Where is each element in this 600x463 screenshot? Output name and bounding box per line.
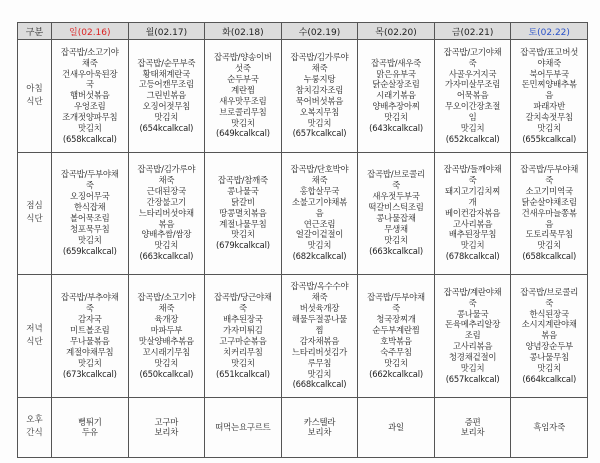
- menu-item: 잡곡밥/두부야채: [367, 292, 425, 303]
- menu-item: 배추된장무침: [448, 229, 497, 240]
- menu-item: 꼬시래기무침: [142, 346, 191, 357]
- meal-cell: [128, 397, 205, 457]
- menu-item: 조림: [464, 330, 481, 341]
- menu-item: (658kcalkcal): [522, 251, 577, 262]
- meal-cell: [205, 152, 282, 274]
- menu-item: 계란찜: [231, 84, 255, 95]
- menu-item: 황태채계란국: [142, 68, 191, 79]
- menu-item: 맛김치: [384, 112, 408, 123]
- menu-item: 무생채: [384, 224, 408, 235]
- menu-item: 파래자반: [533, 101, 565, 112]
- header-day: 일(02.16): [52, 23, 129, 40]
- menu-item: 고구마: [154, 416, 179, 427]
- menu-item: (649kcalkcal): [216, 128, 270, 139]
- menu-item: 가자미튀김: [223, 324, 263, 335]
- row-label-line: 점심: [26, 201, 43, 212]
- meal-row: [18, 274, 588, 397]
- menu-item: 무나물볶음: [70, 335, 110, 346]
- menu-item: 맛김치: [77, 123, 102, 134]
- menu-item: 간장불고기: [146, 196, 187, 207]
- menu-item: 미트볼조림: [70, 324, 110, 335]
- row-label: [18, 40, 52, 153]
- meal-cell: [52, 397, 129, 457]
- menu-item: 채죽: [81, 57, 98, 68]
- menu-item: 음: [315, 207, 324, 218]
- menu-item: 흑임자죽: [533, 422, 565, 433]
- menu-item: 맛김치: [154, 112, 179, 123]
- meal-cell: [358, 40, 435, 153]
- menu-item: 맛김치: [307, 117, 332, 128]
- menu-item: 잡곡밥/김가루야: [290, 52, 349, 63]
- menu-item: 맛김치: [231, 117, 255, 128]
- menu-item: 햄버섯볶음: [70, 90, 110, 101]
- menu-item: 볼어묵조림: [70, 213, 110, 224]
- menu-item: 보리차: [307, 427, 332, 438]
- menu-item: (657kcalkcal): [292, 128, 347, 139]
- menu-item: 한식된장국: [529, 308, 569, 319]
- menu-item: 도토리묵무침: [525, 229, 573, 240]
- menu-item: 맛김치: [384, 234, 408, 245]
- menu-item: 채죽: [311, 63, 328, 74]
- menu-item: 죽: [238, 303, 247, 314]
- menu-item: 해물두절콩나물: [291, 314, 348, 325]
- weekly-meal-table: [17, 22, 588, 458]
- menu-item: 어묵볶음: [456, 90, 489, 101]
- menu-item: 청경채겉절이: [448, 352, 497, 363]
- meal-cell: [511, 40, 588, 153]
- header-corner: 구분: [18, 23, 52, 40]
- menu-item: 떡갈비스틱조림: [368, 202, 424, 213]
- meal-cell: [511, 397, 588, 457]
- menu-item: 콩나물국: [456, 308, 489, 319]
- menu-item: 맛김치: [460, 240, 485, 251]
- menu-item: (663kcalkcal): [369, 245, 423, 256]
- meal-cell: [434, 152, 511, 274]
- menu-item: 묵어버섯볶음: [295, 95, 344, 106]
- menu-item: 맛김치: [231, 357, 255, 368]
- menu-item: 순두부계란찜: [372, 324, 420, 335]
- menu-item: 얼갈이겉절이: [295, 229, 344, 240]
- meal-cell: [128, 40, 205, 153]
- menu-item: 청포묵무침: [70, 224, 110, 235]
- menu-item: 배추된장국: [223, 314, 263, 325]
- menu-item: 야채죽: [537, 57, 562, 68]
- menu-item: 잡곡밥/옥수수야: [290, 281, 349, 292]
- menu-item: 느타리버섯김가: [291, 346, 348, 357]
- meal-cell: [358, 152, 435, 274]
- menu-item: 잡곡밥/새우죽: [371, 57, 422, 68]
- menu-item: 양배추장아찌: [372, 101, 420, 112]
- menu-item: 연근조림: [303, 218, 336, 229]
- menu-item: 우엉조림: [74, 101, 106, 112]
- menu-item: 홍합살무국: [299, 185, 340, 196]
- menu-item: 음: [545, 90, 554, 101]
- menu-item: 죽: [392, 180, 400, 191]
- table-body: [18, 40, 588, 458]
- menu-item: (659kcalkcal): [62, 245, 117, 256]
- menu-item: 양념장순두부: [525, 341, 573, 352]
- menu-item: 한식잡채: [74, 202, 106, 213]
- menu-item: 순두부국: [227, 73, 259, 84]
- menu-item: 증편: [464, 416, 481, 427]
- menu-item: (668kcalkcal): [292, 379, 347, 390]
- menu-item: 볶음: [541, 330, 558, 341]
- menu-item: 죽: [468, 297, 477, 308]
- menu-item: 잡곡밥/단호박야: [290, 164, 349, 175]
- menu-item: 버섯육개장: [299, 303, 340, 314]
- menu-item: 건새우마늘쫑볶: [521, 207, 577, 218]
- menu-item: 숙주무침: [380, 346, 412, 357]
- menu-item: (654kcalkcal): [139, 123, 194, 134]
- menu-item: 닭순살장조림: [372, 79, 420, 90]
- menu-item: 맛김치: [307, 240, 332, 251]
- meal-cell: [281, 274, 358, 397]
- menu-item: (678kcalkcal): [445, 251, 500, 262]
- meal-cell: [128, 274, 205, 397]
- menu-item: 맛김치: [537, 123, 562, 134]
- menu-item: 돈민찌양배추볶: [521, 79, 577, 90]
- menu-item: (643kcalkcal): [369, 123, 423, 134]
- menu-item: 죽: [545, 297, 554, 308]
- menu-item: 맛김치: [231, 229, 255, 240]
- menu-item: 죽: [85, 180, 94, 191]
- menu-item: 양배추쌈/쌈장: [141, 229, 192, 240]
- menu-item: 과일: [388, 422, 404, 433]
- menu-item: 계절야채무침: [66, 346, 114, 357]
- menu-item: 맛김치: [537, 240, 562, 251]
- menu-item: 맛살양배추볶음: [138, 335, 194, 346]
- meal-cell: [434, 397, 511, 457]
- menu-item: 잡곡밥/부추야채: [60, 292, 119, 303]
- menu-item: 돼지고기김치찌: [444, 185, 501, 196]
- menu-item: 카스텔라: [303, 416, 336, 427]
- menu-item: 가자미살무조림: [444, 79, 501, 90]
- menu-item: (679kcalkcal): [216, 240, 270, 251]
- menu-item: (664kcalkcal): [522, 374, 577, 384]
- menu-item: (682kcalkcal): [292, 251, 347, 262]
- menu-item: 그린빈볶음: [146, 90, 187, 101]
- menu-item: 맛김치: [460, 123, 485, 134]
- menu-item: 채죽: [311, 174, 328, 185]
- header-row: [18, 23, 588, 40]
- menu-item: 잡곡밥/당근야채: [213, 292, 272, 303]
- menu-item: 잡곡밥/두부야채: [520, 164, 579, 175]
- menu-item: 호박볶음: [380, 335, 412, 346]
- menu-item: 잡곡밥/표고버섯: [520, 46, 579, 57]
- menu-item: 오징어젓무침: [142, 101, 191, 112]
- menu-item: 감자채볶음: [299, 335, 340, 346]
- menu-item: 무오이간장초절: [444, 101, 501, 112]
- menu-item: 소고기미역국: [525, 185, 573, 196]
- menu-item: 새우젓두부국: [372, 191, 420, 202]
- menu-item: 건새우아욱된장: [62, 68, 118, 79]
- meal-cell: [358, 397, 435, 457]
- menu-item: (673kcalkcal): [62, 368, 117, 379]
- menu-item: 음: [545, 218, 554, 229]
- meal-row: [18, 397, 588, 457]
- menu-item: 육개장: [154, 314, 179, 325]
- meal-cell: [52, 152, 129, 274]
- menu-item: 치커리무침: [223, 346, 263, 357]
- menu-item: 보리차: [154, 427, 179, 438]
- row-label-line: 아침: [26, 83, 43, 94]
- menu-item: 국: [85, 79, 94, 90]
- meal-cell: [52, 40, 129, 153]
- menu-item: 루무침: [307, 357, 332, 368]
- row-label: [18, 274, 52, 397]
- meal-cell: [511, 274, 588, 397]
- meal-cell: [128, 152, 205, 274]
- menu-item: 고사리볶음: [452, 341, 493, 352]
- meal-cell: [511, 152, 588, 274]
- menu-item: 뻥튀기: [77, 416, 102, 427]
- menu-item: (655kcalkcal): [522, 133, 577, 144]
- menu-item: 임: [468, 112, 477, 123]
- row-label-line: 식단: [26, 96, 43, 107]
- menu-item: 죽: [545, 174, 554, 185]
- meal-cell: [205, 274, 282, 397]
- menu-item: 보리차: [460, 427, 485, 438]
- menu-item: 브로콜리무침: [219, 106, 267, 117]
- menu-item: 마파두부: [150, 324, 183, 335]
- menu-item: 잡곡밥/김가루야: [137, 164, 196, 175]
- meal-cell: [434, 40, 511, 153]
- menu-item: 베이컨감자볶음: [444, 207, 501, 218]
- meal-cell: [358, 274, 435, 397]
- menu-item: 돈육메추리알장: [444, 319, 501, 330]
- row-label-line: 식단: [26, 336, 43, 347]
- row-label-line: 식단: [26, 214, 43, 225]
- menu-item: 고사리볶음: [452, 218, 493, 229]
- menu-item: 잡곡밥/브로콜리: [367, 169, 425, 180]
- menu-item: 잡곡밥/고기야채: [443, 46, 502, 57]
- header-day: 목(02.20): [358, 23, 435, 40]
- menu-item: 고구마순볶음: [219, 335, 267, 346]
- menu-item: 죽: [85, 303, 94, 314]
- menu-item: 고등어캔무조림: [138, 79, 194, 90]
- meal-cell: [281, 152, 358, 274]
- menu-item: 맛김치: [154, 240, 179, 251]
- menu-item: (652kcalkcal): [445, 133, 500, 144]
- menu-item: 계절나물무침: [219, 218, 267, 229]
- meal-cell: [281, 397, 358, 457]
- header-day: 토(02.22): [511, 23, 588, 40]
- menu-item: 닭순살야채조림: [521, 196, 577, 207]
- meal-row: [18, 152, 588, 274]
- header-day: 월(02.17): [128, 23, 205, 40]
- menu-item: (650kcalkcal): [139, 368, 194, 379]
- menu-item: 맛김치: [154, 357, 179, 368]
- meal-cell: [205, 40, 282, 153]
- menu-item: 청국장찌개: [376, 314, 416, 325]
- menu-item: 맛김치: [307, 368, 332, 379]
- menu-item: 잡곡밥/양송이버: [213, 52, 272, 63]
- row-label-line: 저녁: [26, 323, 43, 334]
- row-label: [18, 397, 52, 457]
- menu-item: 잡곡밥/소고기야: [137, 292, 196, 303]
- row-label: [18, 152, 52, 274]
- menu-item: 새우맛무조림: [219, 95, 267, 106]
- menu-item: 소시지계란야채: [521, 319, 577, 330]
- menu-item: 맛김치: [460, 363, 485, 374]
- menu-item: 참치김자조림: [295, 84, 344, 95]
- menu-item: 잡곡밥/브로콜리: [520, 286, 579, 297]
- menu-item: (657kcalkcal): [445, 374, 500, 384]
- menu-item: 느타리버섯야채: [138, 207, 194, 218]
- header-day: 화(02.18): [205, 23, 282, 40]
- menu-item: 사골우거지국: [448, 68, 497, 79]
- menu-item: (662kcalkcal): [369, 368, 423, 379]
- menu-item: (663kcalkcal): [139, 251, 194, 262]
- menu-item: 두유: [81, 427, 98, 438]
- meal-row: [18, 40, 588, 153]
- menu-item: 채죽: [311, 292, 328, 303]
- menu-item: 죽: [468, 174, 477, 185]
- menu-item: 찜: [315, 324, 324, 335]
- menu-item: 맛김치: [77, 234, 102, 245]
- row-label-line: 간식: [26, 428, 43, 439]
- menu-item: 채죽: [158, 174, 175, 185]
- meal-cell: [281, 40, 358, 153]
- menu-item: 닭갈비: [231, 196, 255, 207]
- menu-item: 땅콩멸치볶음: [219, 207, 267, 218]
- row-label-line: 오후: [26, 415, 43, 426]
- menu-item: (658kcalkcal): [62, 133, 117, 144]
- menu-item: 잡곡밥/계란야채: [443, 286, 502, 297]
- menu-item: 오징어무국: [70, 191, 110, 202]
- menu-item: (651kcalkcal): [216, 368, 270, 379]
- menu-item: 맛김치: [77, 357, 102, 368]
- menu-item: 죽: [468, 57, 477, 68]
- meal-cell: [205, 397, 282, 457]
- menu-item: 맑은유부국: [376, 68, 416, 79]
- menu-item: 조개젓양파무침: [62, 112, 118, 123]
- menu-item: 갈치속젓무침: [525, 112, 573, 123]
- meal-cell: [52, 274, 129, 397]
- menu-item: 콩나물국: [227, 185, 259, 196]
- header-day: 수(02.19): [281, 23, 358, 40]
- menu-item: 근대된장국: [146, 185, 187, 196]
- menu-item: 섯죽: [235, 63, 251, 74]
- menu-item: 콩나물잡채: [376, 213, 416, 224]
- menu-item: 잡곡밥/순무부죽: [137, 57, 196, 68]
- menu-item: 콩나물무침: [529, 352, 569, 363]
- menu-item: 누룽지탕: [303, 73, 336, 84]
- menu-item: 죽: [392, 303, 400, 314]
- menu-item: 감자국: [77, 314, 102, 325]
- menu-item: 볶음: [158, 218, 175, 229]
- menu-item: 오복지무침: [299, 106, 340, 117]
- menu-item: 북어두부국: [529, 68, 569, 79]
- menu-item: 잡곡밥/참깨죽: [217, 174, 268, 185]
- menu-item: 소불고기야채볶: [291, 196, 348, 207]
- menu-item: 맛김치: [537, 363, 562, 374]
- menu-item: 잡곡밥/두부야채: [60, 169, 119, 180]
- menu-item: 떠먹는요구르트: [215, 422, 271, 433]
- meal-cell: [434, 274, 511, 397]
- header-day: 금(02.21): [434, 23, 511, 40]
- menu-item: 잡곡밥/소고기야: [60, 46, 119, 57]
- menu-item: 개: [468, 196, 477, 207]
- menu-item: 맛김치: [384, 357, 408, 368]
- menu-item: 시래기볶음: [376, 90, 416, 101]
- menu-item: 채죽: [158, 303, 175, 314]
- menu-item: 잡곡밥/들깨야채: [443, 164, 502, 175]
